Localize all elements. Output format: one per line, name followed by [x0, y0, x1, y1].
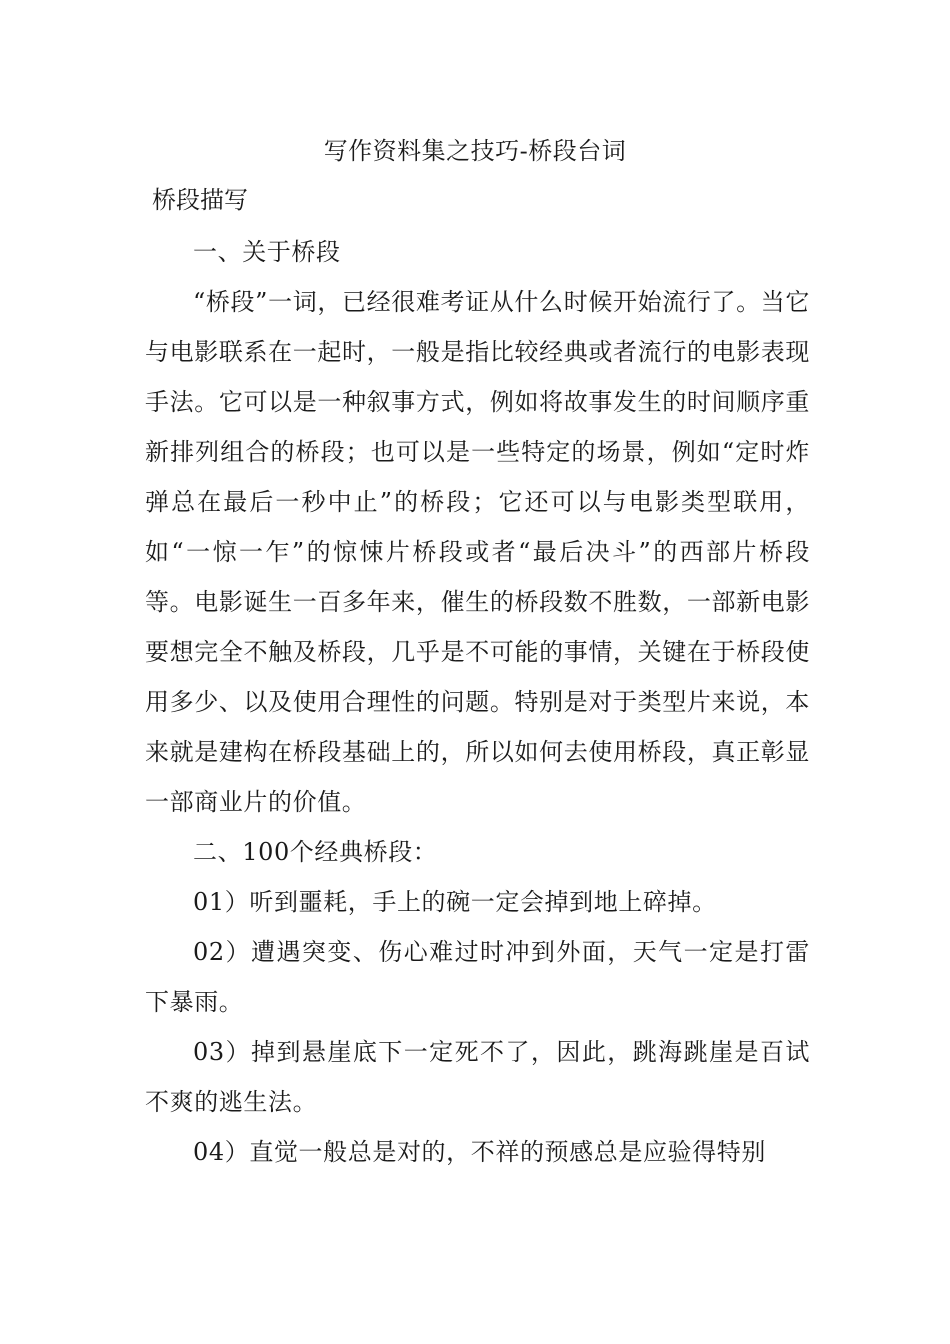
list-item: 03）掉到悬崖底下一定死不了，因此，跳海跳崖是百试不爽的逃生法。	[145, 1038, 810, 1116]
intro-paragraph: “桥段”一词，已经很难考证从什么时候开始流行了。当它与电影联系在一起时，一般是指比较经典或者流行的电影表现手法。它可以是一种叙事方式，例如将故事发生的时间顺序重新排列组合的桥段；也可以是一些特定的场景，例如“定时炸弹总在最后一秒中止”的桥段；它还可以与电影类型联用，如“一惊一乍”的惊悚片桥段或者“最后决斗”的西部片桥段等。电影诞生一百多年来，催生的桥段数不胜数，一部新电影要想完全不触及桥段，几乎是不可能的事情，关键在于桥段使用多少、以及使用合理性的问题。特别是对于类型片来说，本来就是建构在桥段基础上的，所以如何去使用桥段，真正彰显一部商业片的价值。	[145, 288, 810, 816]
document-body	[145, 227, 810, 1177]
list-item: 01）听到噩耗，手上的碗一定会掉到地上碎掉。	[193, 888, 717, 916]
subheading-list: 二、100个经典桥段：	[193, 838, 438, 866]
list-item: 02）遭遇突变、伤心难过时冲到外面，天气一定是打雷下暴雨。	[145, 938, 810, 1016]
document-title: 写作资料集之技巧-桥段台词	[323, 137, 627, 165]
section-heading: 桥段描写	[152, 186, 248, 214]
list-item: 04）直觉一般总是对的，不祥的预感总是应验得特别	[193, 1138, 766, 1166]
subheading-about: 一、关于桥段	[193, 238, 341, 266]
